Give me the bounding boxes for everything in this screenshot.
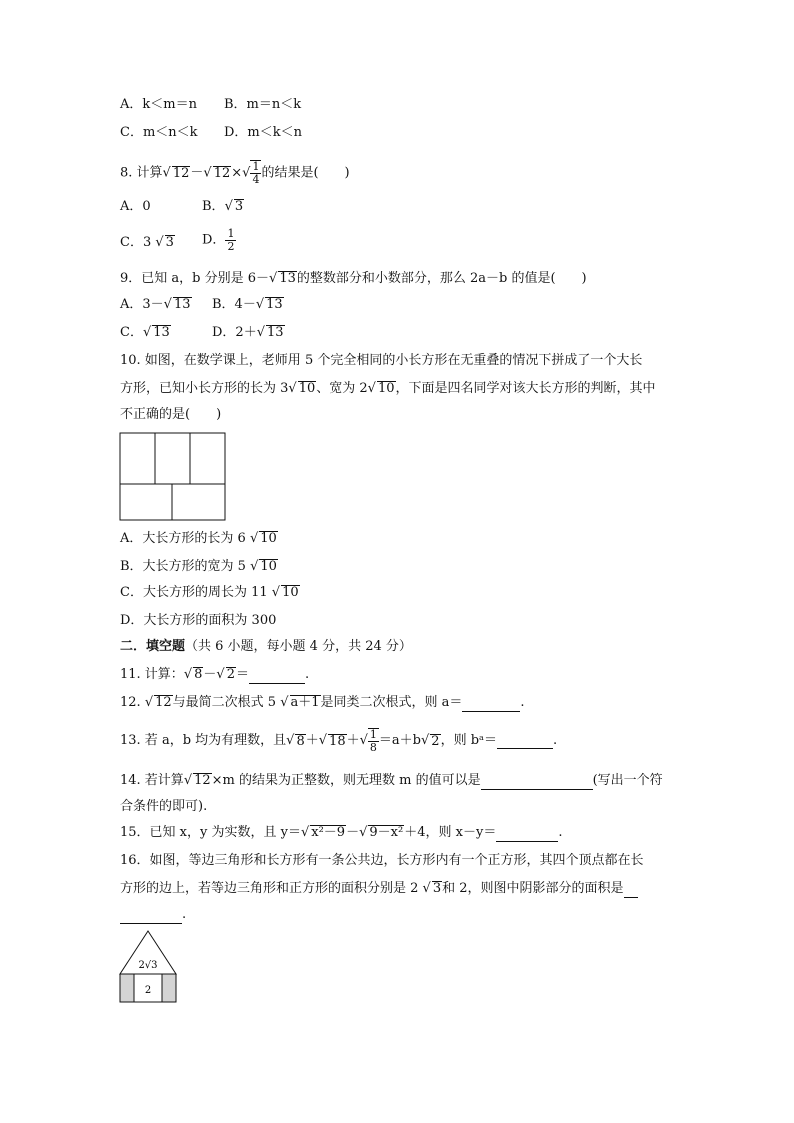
- q9-stem: 9．已知 a，b 分别是 6－√ 13的整数部分和小数部分，那么 2a－b 的值是( ): [120, 271, 587, 286]
- q10-line-3: 不正确的是( ): [120, 407, 222, 422]
- q16-answer-blank-part2[interactable]: [120, 909, 182, 924]
- q16-line-1: 16．如图，等边三角形和长方形有一条公共边，长方形内有一个正方形，其四个顶点都在长: [120, 853, 644, 868]
- q16-line-2: 方形的边上，若等边三角形和正方形的面积分别是 2 √ 3和 2，则图中阴影部分的面积是: [120, 880, 638, 898]
- q8-option-d: D． $\frac{1}{2}$: [202, 227, 235, 253]
- q11-answer-blank[interactable]: [249, 669, 305, 684]
- q10-line-1: 10. 如图，在数学课上，老师用 5 个完全相同的小长方形在无重叠的情况下拼成了一个大长: [120, 353, 643, 368]
- q15-answer-blank[interactable]: [496, 827, 558, 842]
- q7-option-c: C．m＜n＜k: [120, 125, 198, 140]
- q12: 12. √ 12与最简二次根式 5 √ a＋1是同类二次根式，则 a＝ .: [120, 695, 525, 710]
- q10-option-b: B．大长方形的宽为 5 √ 10: [120, 559, 277, 574]
- q9-option-d: D．2＋√ 13: [212, 325, 284, 340]
- q13-answer-blank[interactable]: [497, 734, 553, 749]
- q8-fraction: $\frac{1}{4}$: [252, 160, 260, 186]
- section-2-heading: 二．填空题（共 6 小题，每小题 4 分，共 24 分）: [120, 639, 412, 654]
- q10-option-d: D．大长方形的面积为 300: [120, 613, 277, 628]
- q8-option-c: C．3 √ 3: [120, 235, 174, 250]
- q9-option-c: C．√ 13: [120, 325, 170, 340]
- q12-answer-blank[interactable]: [462, 697, 520, 712]
- q14-line-2: 合条件的即可).: [120, 799, 208, 814]
- q7-option-a: A．k＜m＝n: [120, 97, 197, 112]
- q9-option-a: A．3－√ 13: [120, 297, 191, 312]
- q11: 11. 计算：√ 8－√ 2＝ .: [120, 667, 310, 682]
- q7-option-b: B．m＝n＜k: [224, 97, 302, 112]
- q14-answer-blank[interactable]: [481, 775, 593, 790]
- q8-stem: 8. 计算√ 12－√ 12×√ $\frac{1}{4}$ 的结果是( ): [120, 160, 350, 186]
- q10-option-a: A．大长方形的长为 6 √ 10: [120, 531, 277, 546]
- q15: 15．已知 x，y 为实数，且 y＝√ x²－9－√ 9－x²＋4，则 x－y＝ .: [120, 825, 563, 840]
- q9-option-b: B．4－√ 13: [212, 297, 283, 312]
- square-area-label: 2: [144, 985, 152, 996]
- q16-line-3: .: [120, 906, 186, 924]
- q16-answer-blank-part1[interactable]: [624, 883, 638, 898]
- q10-rectangles-figure: [119, 432, 227, 522]
- triangle-area-label: 2√3: [138, 960, 158, 971]
- q8-option-b: B．√ 3: [202, 199, 244, 214]
- q8-option-a: A．0: [120, 199, 151, 214]
- q14-line-1: 14. 若计算√ 12×m 的结果为正整数，则无理数 m 的值可以是 (写出一个符: [120, 773, 663, 788]
- q13: 13. 若 a，b 均为有理数，且√ 8＋√ 18＋√ $\frac{1}{8}$ ＝a＋b√ 2，则 bᵃ＝ .: [120, 728, 558, 754]
- q7-option-d: D．m＜k＜n: [224, 125, 303, 140]
- q10-line-2: 方形，已知小长方形的长为 3√ 10、宽为 2√ 10，下面是四名同学对该大长方形的判断，其中: [120, 381, 656, 396]
- q16-figure: [118, 928, 180, 1004]
- q10-option-c: C．大长方形的周长为 11 √ 10: [120, 585, 299, 600]
